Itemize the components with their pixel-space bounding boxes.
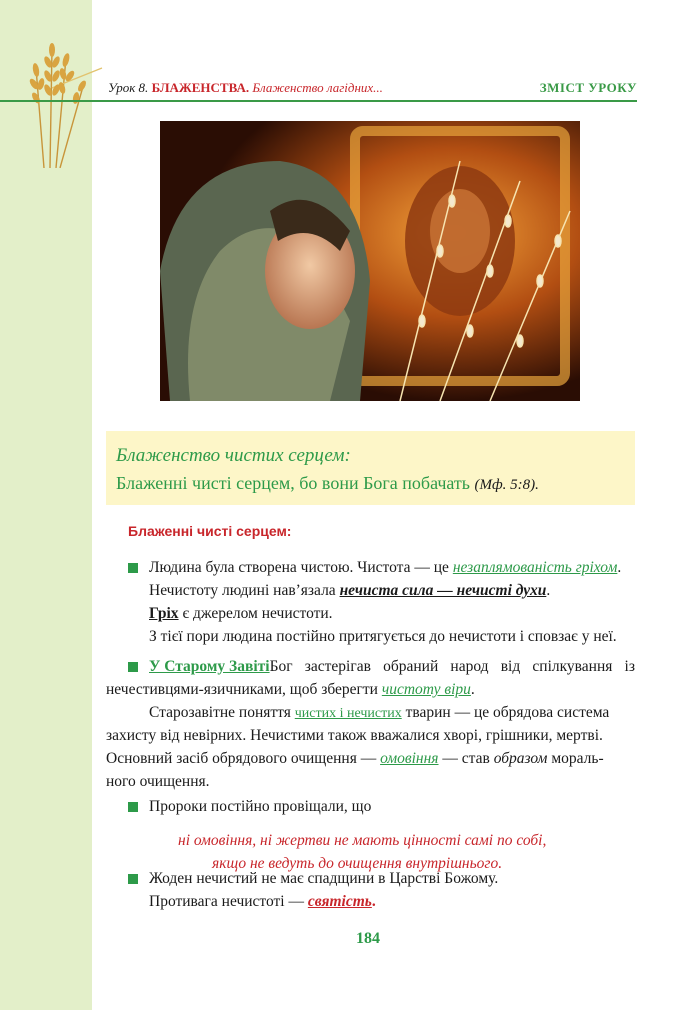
text-run: .	[470, 681, 475, 698]
text-line: Пророки постійно провіщали, що	[149, 798, 372, 815]
quote-body: Блаженні чисті серцем, бо вони Бога побачать	[116, 473, 470, 493]
text-line	[149, 583, 550, 599]
scripture-reference: (Мф. 5:8).	[474, 477, 539, 493]
running-header	[108, 80, 383, 96]
text-run: Людина була створена чистою. Чистота — це	[149, 559, 453, 576]
text-line: З тієї пори людина постійно притягується до нечистоти і сповзає у неї.	[149, 628, 617, 645]
text-run: Основний засіб обрядового очищення —	[106, 750, 381, 767]
link-unstained-by-sin[interactable]: незаплямованість гріхом	[452, 559, 618, 576]
link-ablution[interactable]: омовіння	[380, 750, 439, 767]
term-sin: Гріх	[149, 605, 179, 622]
link-purity-of-faith[interactable]: чистоту віри	[381, 681, 471, 698]
text-line	[149, 560, 621, 576]
text-run: .	[546, 582, 551, 599]
lesson-title: БЛАЖЕНСТВА.	[151, 80, 250, 95]
prophecy-quote-line: якщо не ведуть до очищення внутрішнього.	[212, 855, 503, 872]
bullet-square-icon	[128, 802, 138, 812]
text-run: є джерелом нечистоти.	[178, 605, 333, 622]
text-line: Жоден нечистий не має спадщини в Царстві Божому.	[149, 870, 499, 887]
girl-with-icon-photo	[160, 121, 580, 401]
quote-text	[116, 473, 539, 494]
page-number: 184	[356, 930, 380, 947]
text-run: нечестивцями-язичниками, щоб зберегти	[106, 681, 382, 698]
text-line	[149, 894, 376, 910]
beatitude-quote-box	[106, 431, 635, 505]
text-run: .	[617, 559, 622, 576]
text-line: захисту від невірних. Нечистими також вважалися хворі, грішники, мертві.	[106, 727, 603, 744]
contents-link[interactable]: ЗМІСТ УРОКУ	[539, 80, 637, 95]
prophecy-quote-line: ні омовіння, ні жертви не мають цінності самі по собі,	[178, 832, 547, 849]
text-run: — став	[438, 750, 494, 767]
bullet-square-icon	[128, 662, 138, 672]
link-old-testament[interactable]: У Старому Завіті	[149, 658, 270, 675]
text-run: Нечистоту людині нав’язала	[149, 582, 340, 599]
text-line	[149, 606, 333, 622]
quote-title: Блаженство чистих серцем:	[116, 445, 351, 466]
text-line	[149, 659, 635, 675]
term-holiness: святість	[307, 893, 372, 910]
text-run: тварин — це обрядова система	[401, 704, 610, 721]
term-unclean-force: нечиста сила — нечисті духи	[339, 582, 547, 599]
text-run: .	[371, 893, 376, 910]
text-run: Противага нечистоті —	[149, 893, 308, 910]
lesson-subtitle: Блаженство лагідних...	[252, 80, 383, 95]
text-line	[106, 682, 475, 698]
header-rule	[0, 100, 637, 102]
text-line	[106, 751, 604, 767]
text-run: Старозавітне поняття	[149, 704, 295, 721]
text-run: мораль-	[547, 750, 604, 767]
wheat-icon	[22, 28, 117, 168]
bullet-square-icon	[128, 874, 138, 884]
link-clean-and-unclean[interactable]: чистих і нечистих	[294, 706, 402, 721]
lesson-prefix: Урок 8.	[108, 80, 149, 95]
text-line	[149, 705, 609, 721]
section-subheading: Блаженні чисті серцем:	[128, 523, 292, 539]
text-run-italic: образом	[493, 750, 548, 767]
text-line: ного очищення.	[106, 773, 210, 790]
text-run: Бог застерігав обраний народ від спілкування із	[269, 658, 635, 675]
bullet-square-icon	[128, 563, 138, 573]
